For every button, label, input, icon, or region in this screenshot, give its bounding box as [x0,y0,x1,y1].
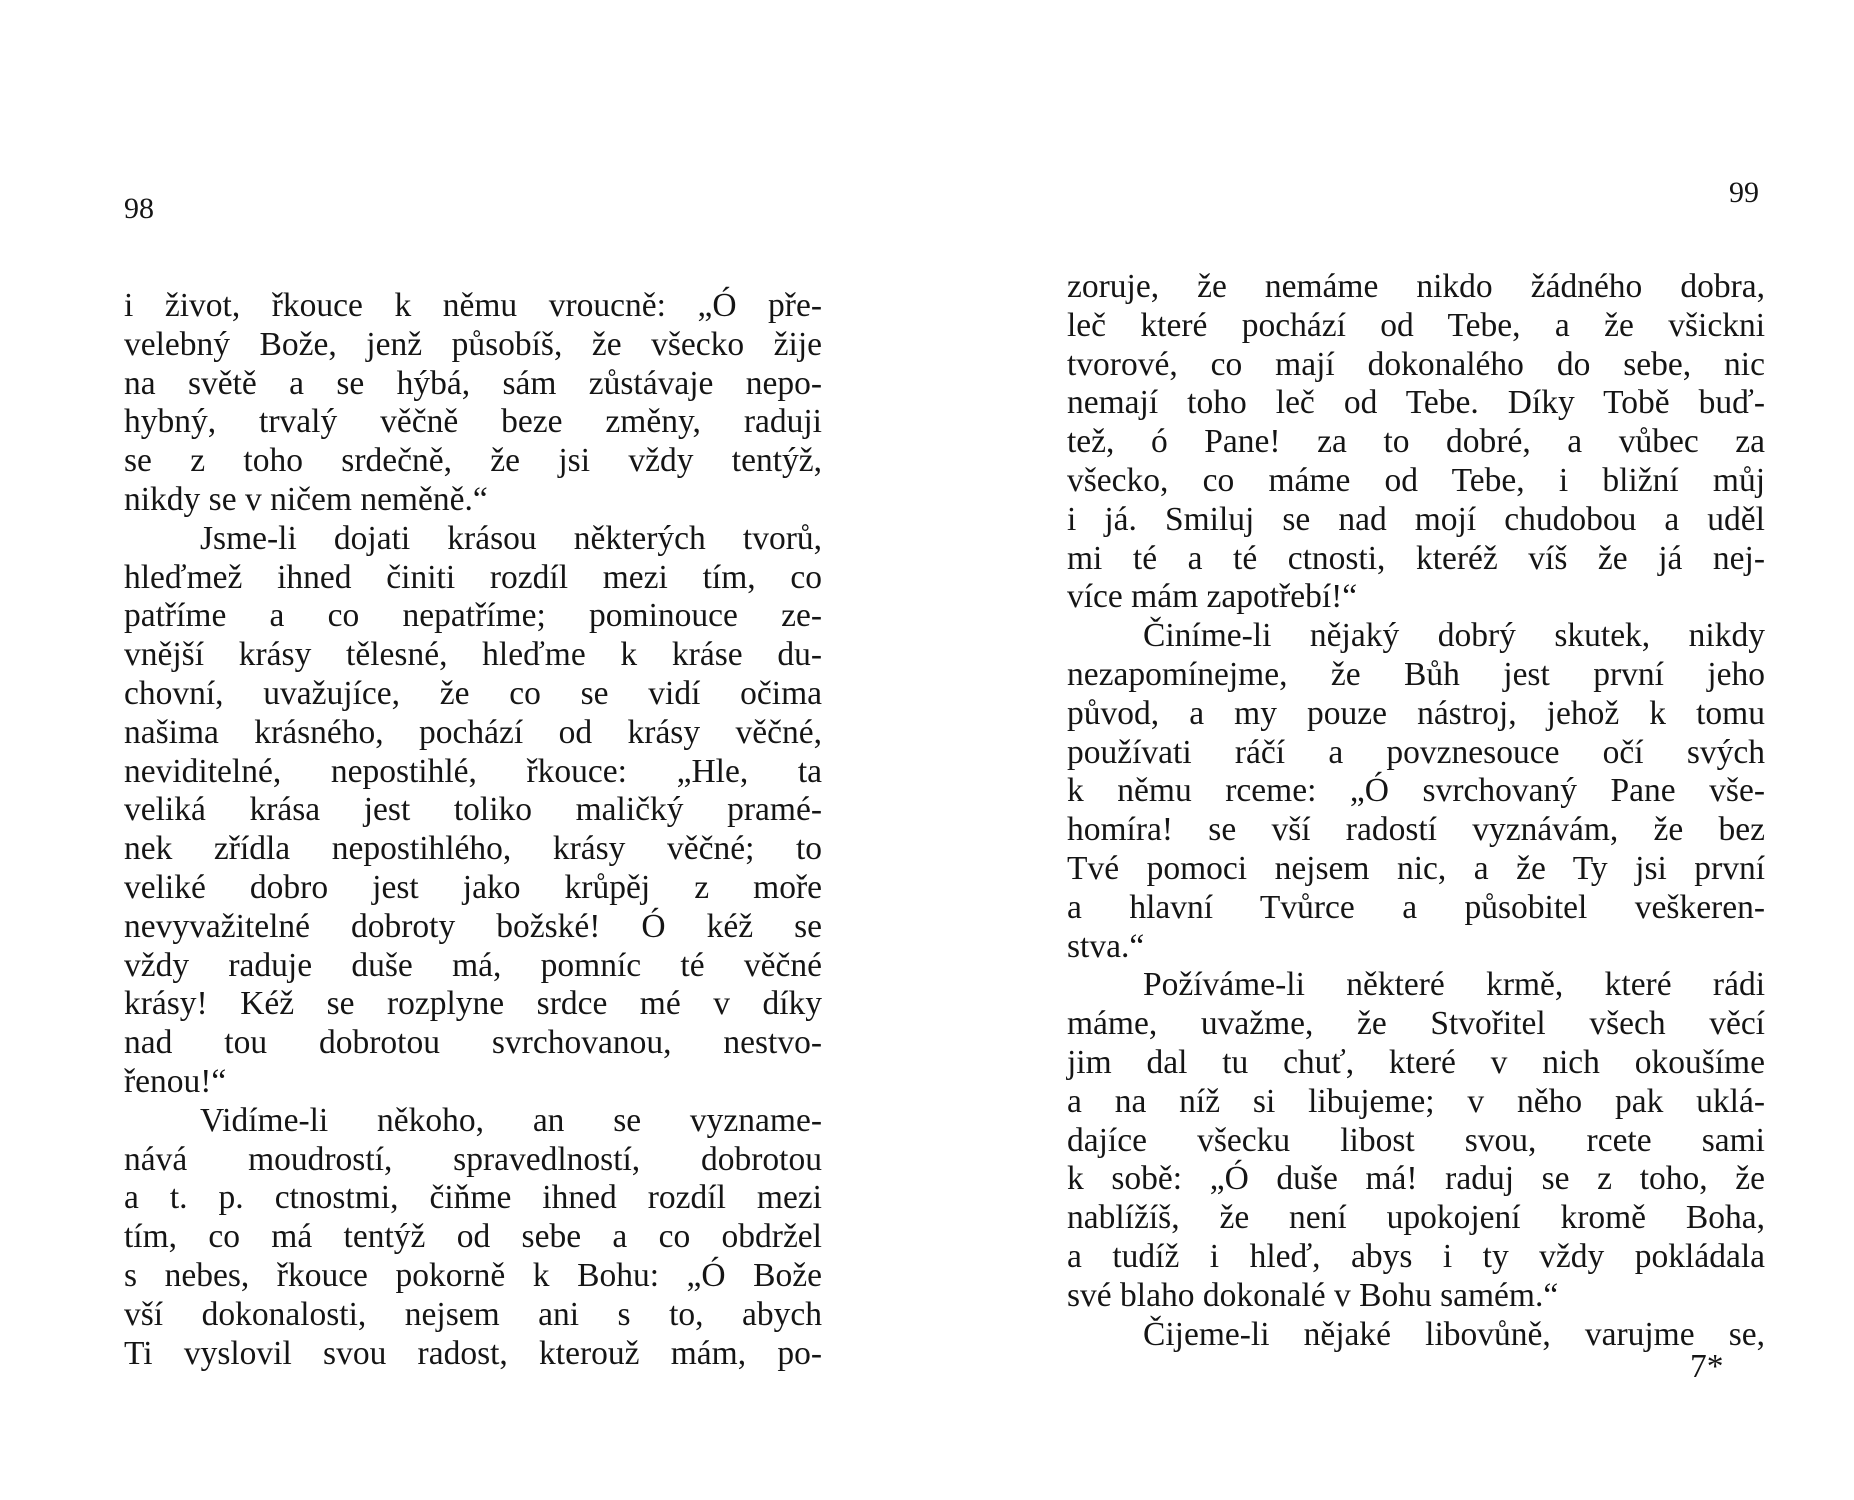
right-page-text [1067,268,1765,1354]
text-line: leč které pochází od Tebe, a že všickni [1067,306,1765,344]
text-line: Požíváme-li některé krmě, které rádi [1143,966,1765,1004]
page-number-left: 98 [124,192,154,225]
text-line: a t. p. ctnostmi, čiňme ihned rozdíl mezi [124,1179,822,1217]
text-line: chovní, uvažujíce, že co se vidí očima [124,674,822,712]
text-line: více mám zapotřebí!“ [1067,578,1358,616]
text-line: nablížíš, že není upokojení kromě Boha, [1067,1199,1765,1237]
text-line: veliké dobro jest jako krůpěj z moře [124,868,822,906]
text-line: krásy! Kéž se rozplyne srdce mé v díky [124,985,822,1023]
text-line: řenou!“ [124,1062,227,1100]
text-line: nemají toho leč od Tebe. Díky Tobě buď- [1067,384,1765,422]
text-line: dajíce všecku libost svou, rcete sami [1067,1121,1765,1159]
text-line: našima krásného, pochází od krásy věčné, [124,713,822,751]
text-line: mi té a té ctnosti, kteréž víš že já nej- [1067,539,1765,577]
text-line: všecko, co máme od Tebe, i bližní můj [1067,461,1765,499]
text-line: patříme a co nepatříme; pominouce ze- [124,597,822,635]
text-line: tím, co má tentýž od sebe a co obdržel [124,1218,822,1256]
text-line: Činíme-li nějaký dobrý skutek, nikdy [1143,617,1765,655]
text-line: hleďmež ihned činiti rozdíl mezi tím, co [124,558,822,596]
text-line: vší dokonalosti, nejsem ani s to, abych [124,1295,822,1333]
text-line: a na níž si libujeme; v něho pak uklá- [1067,1082,1765,1120]
text-line: zoruje, že nemáme nikdo žádného dobra, [1067,268,1765,305]
text-line: jim dal tu chuť, které v nich okoušíme [1067,1043,1765,1081]
text-line: k sobě: „Ó duše má! raduj se z toho, že [1067,1160,1765,1198]
text-line: Tvé pomoci nejsem nic, a že Ty jsi první [1067,849,1765,887]
text-line: homíra! se vší radostí vyznávám, že bez [1067,811,1765,849]
text-line: nikdy se v ničem neměně.“ [124,480,488,518]
text-line: původ, a my pouze nástroj, jehož k tomu [1067,694,1765,732]
text-line: používati ráčí a povznesouce očí svých [1067,733,1765,771]
text-line: veliká krása jest toliko maličký pramé- [124,791,822,829]
page-number-right: 99 [1729,176,1759,209]
text-line: neviditelné, nepostihlé, řkouce: „Hle, ta [124,752,822,790]
text-line: máme, uvažme, že Stvořitel všech věcí [1067,1005,1765,1043]
text-line: a hlavní Tvůrce a působitel veškeren- [1067,888,1765,926]
text-line: nevyvažitelné dobroty božské! Ó kéž se [124,907,822,945]
text-line: vždy raduje duše má, pomníc té věčné [124,946,822,984]
text-line: hybný, trvalý věčně beze změny, raduji [124,403,822,441]
text-line: tež, ó Pane! za to dobré, a vůbec za [1067,423,1765,461]
text-line: se z toho srdečně, že jsi vždy tentýž, [124,442,822,480]
text-line: tvorové, co mají dokonalého do sebe, nic [1067,345,1765,383]
text-line: nad tou dobrotou svrchovanou, nestvo- [124,1024,822,1062]
text-line: Čijeme-li nějaké libovůně, varujme se, [1143,1315,1765,1353]
text-line: stva.“ [1067,927,1145,965]
text-line: své blaho dokonalé v Bohu samém.“ [1067,1276,1559,1314]
text-line: Vidíme-li někoho, an se vyzname- [200,1101,822,1139]
text-line: nezapomínejme, že Bůh jest první jeho [1067,655,1765,693]
text-line: nává moudrostí, spravedlností, dobrotou [124,1140,822,1178]
text-line: Jsme-li dojati krásou některých tvorů, [200,519,822,557]
text-line: k němu rceme: „Ó svrchovaný Pane vše- [1067,772,1765,810]
text-line: na světě a se hýbá, sám zůstávaje nepo- [124,364,822,402]
text-line: velebný Bože, jenž působíš, že všecko žije [124,325,822,363]
text-line: i já. Smiluj se nad mojí chudobou a uděl [1067,500,1765,538]
text-line: nek zřídla nepostihlého, krásy věčné; to [124,830,822,868]
left-page-text [124,287,822,1373]
text-line: s nebes, řkouce pokorně k Bohu: „Ó Bože [124,1256,822,1294]
text-line: i život, řkouce k němu vroucně: „Ó pře- [124,287,822,324]
right-page [927,0,1854,1500]
text-line: a tudíž i hleď, abys i ty vždy pokládala [1067,1237,1765,1275]
text-line: Ti vyslovil svou radost, kterouž mám, po- [124,1334,822,1372]
text-line: vnější krásy tělesné, hleďme k kráse du- [124,636,822,674]
signature-mark: 7* [1690,1348,1724,1385]
